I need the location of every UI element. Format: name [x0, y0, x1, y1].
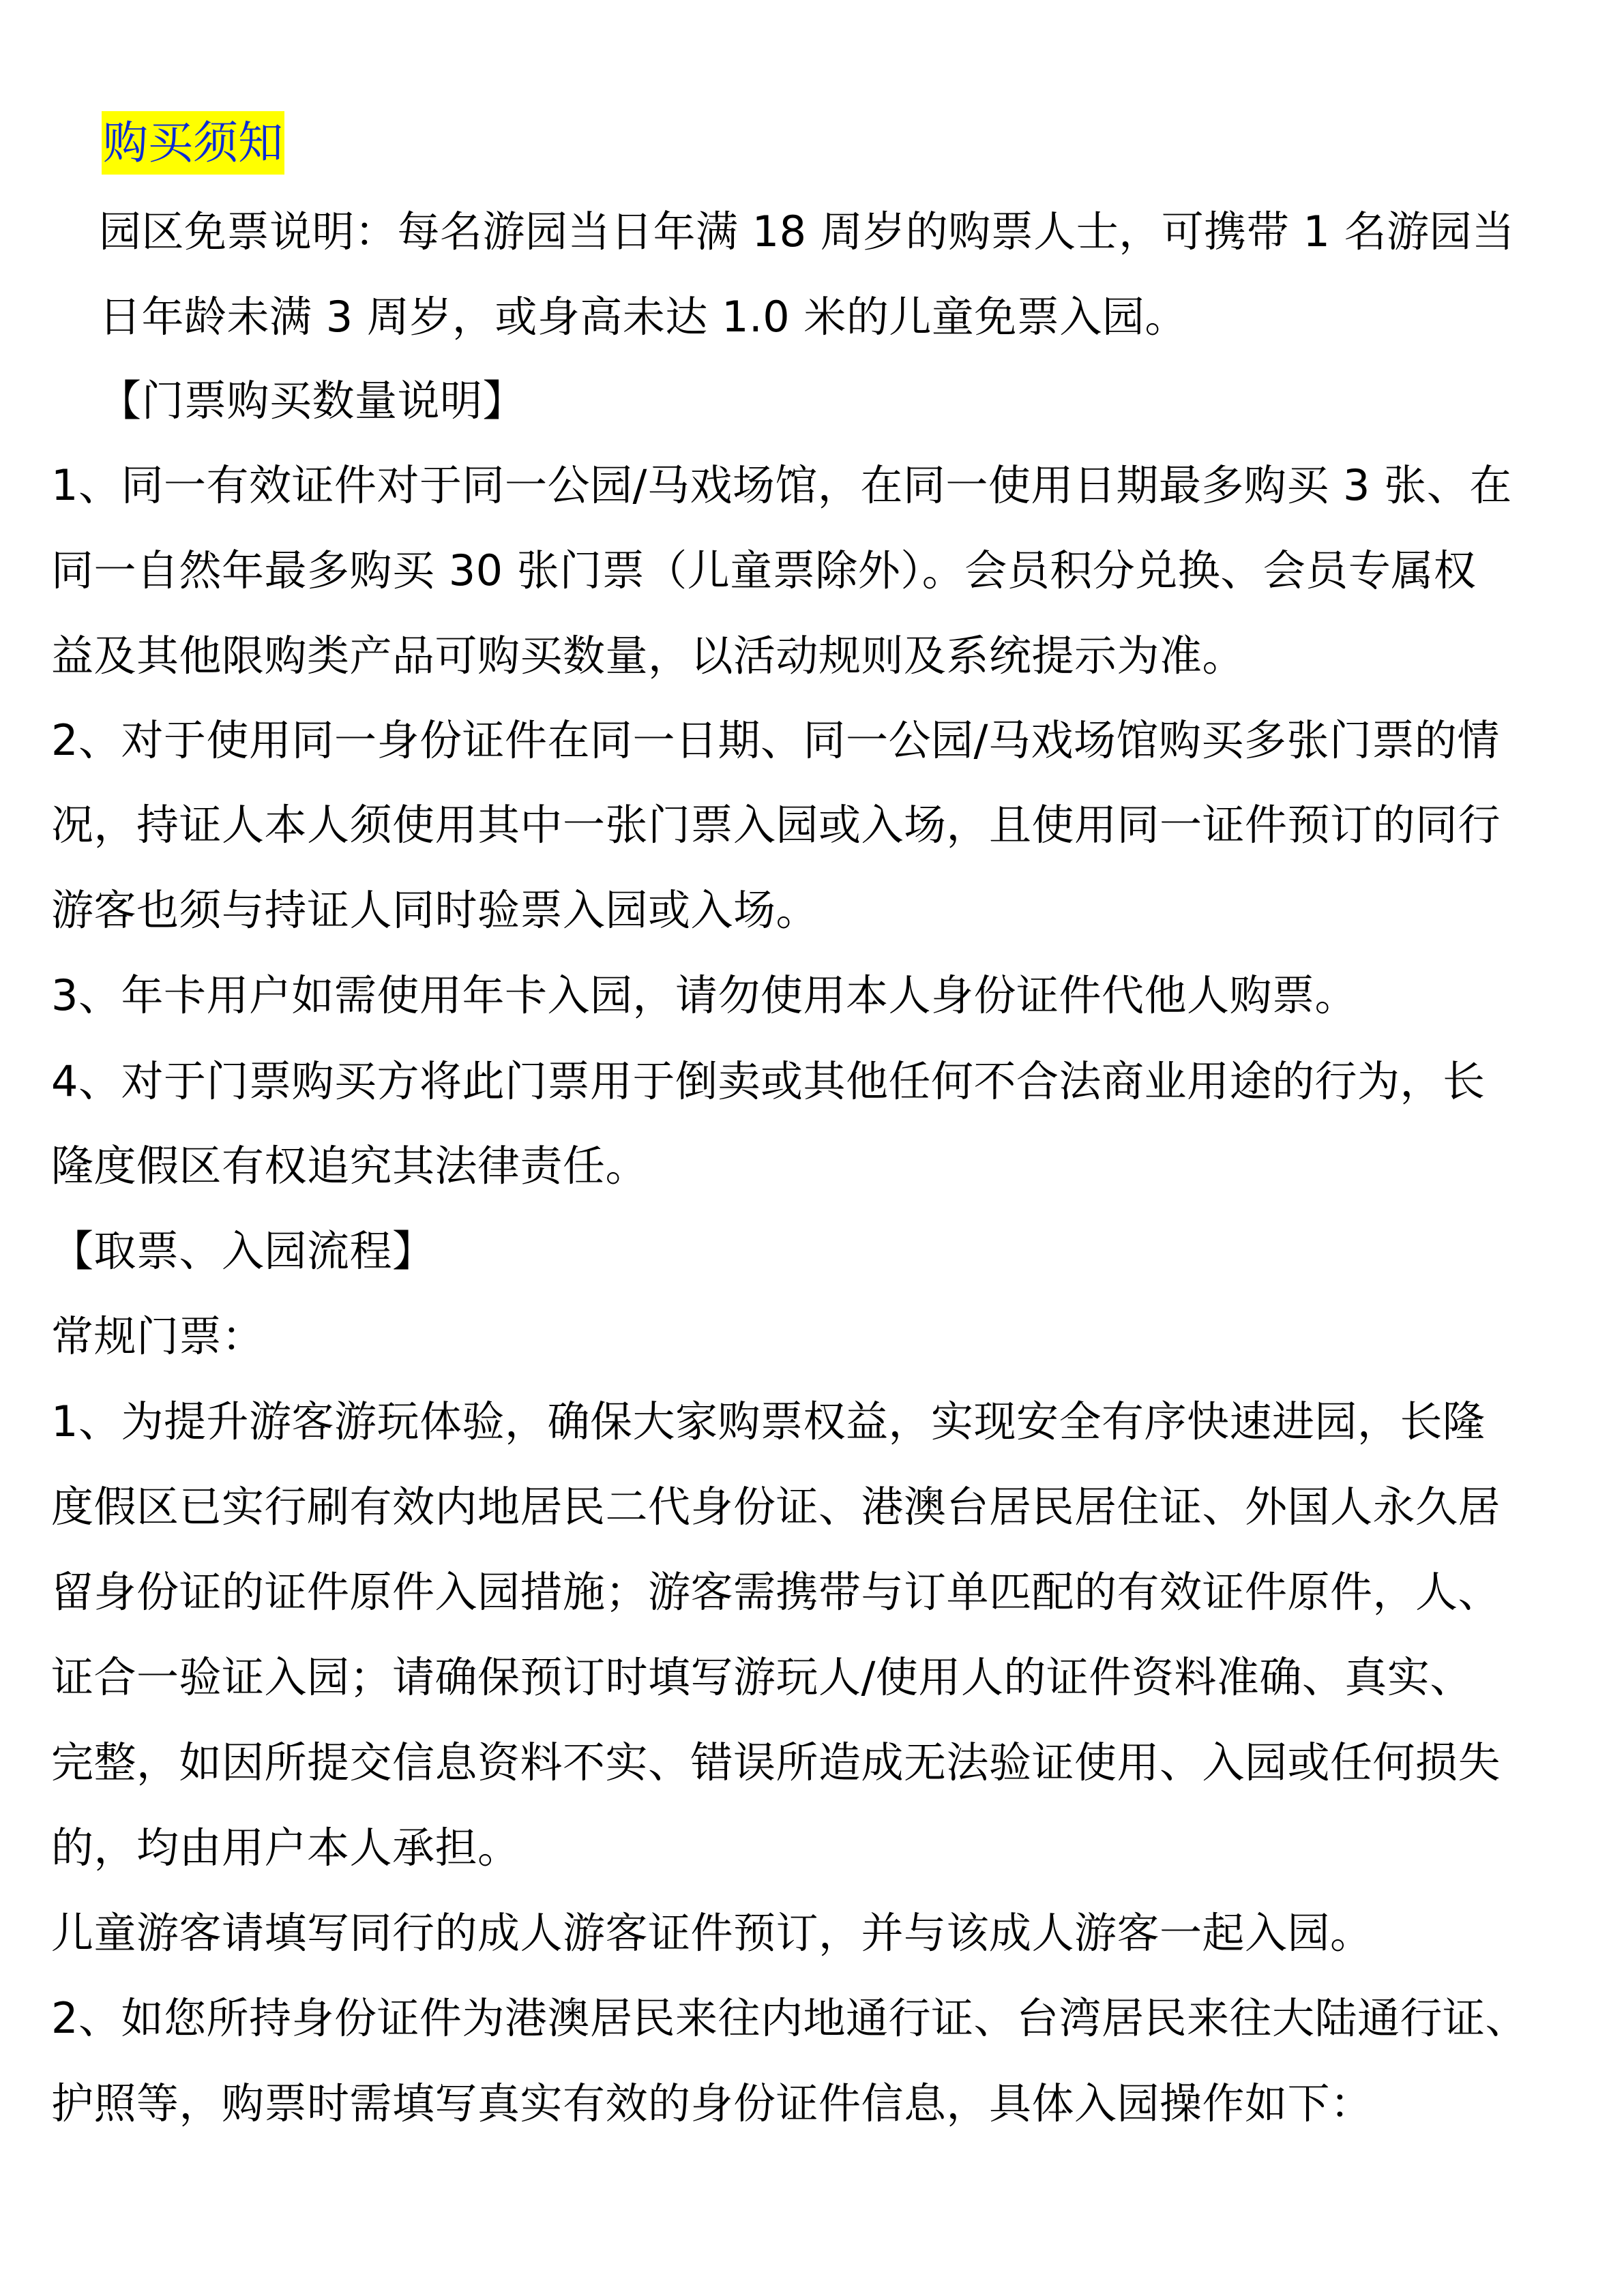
text-line: 2、对于使用同一身份证件在同一日期、同一公园/马戏场馆购买多张门票的情	[51, 715, 1500, 765]
text-line: 1、同一有效证件对于同一公园/马戏场馆，在同一使用日期最多购买 3 张、在	[51, 460, 1512, 510]
subheading-line: 【门票购买数量说明】	[99, 376, 526, 426]
text-line: 益及其他限购类产品可购买数量，以活动规则及系统提示为准。	[51, 631, 1245, 681]
text-line: 1、为提升游客游玩体验，确保大家购票权益，实现安全有序快速进园，长隆	[51, 1397, 1486, 1446]
text-line: 度假区已实行刷有效内地居民二代身份证、港澳台居民居住证、外国人永久居	[51, 1482, 1501, 1532]
text-line: 隆度假区有权追究其法律责任。	[51, 1141, 649, 1191]
text-line: 游客也须与持证人同时验票入园或入场。	[51, 885, 819, 935]
text-line: 证合一验证入园；请确保预订时填写游玩人/使用人的证件资料准确、真实、	[51, 1652, 1473, 1702]
section-heading	[99, 110, 287, 176]
text-line: 4、对于门票购买方将此门票用于倒卖或其他任何不合法商业用途的行为，长	[51, 1056, 1486, 1106]
text-line: 的，均由用户本人承担。	[51, 1823, 520, 1873]
text-line: 况，持证人本人须使用其中一张门票入园或入场，且使用同一证件预订的同行	[51, 800, 1501, 850]
heading-highlight: 购买须知	[102, 111, 284, 175]
text-line: 儿童游客请填写同行的成人游客证件预订，并与该成人游客一起入园。	[51, 1908, 1373, 1958]
subheading-line: 【取票、入园流程】	[51, 1226, 435, 1276]
text-line: 护照等，购票时需填写真实有效的身份证件信息，具体入园操作如下：	[51, 2078, 1373, 2128]
text-line: 园区免票说明：每名游园当日年满 18 周岁的购票人士，可携带 1 名游园当	[99, 207, 1515, 256]
text-line: 日年龄未满 3 周岁，或身高未达 1.0 米的儿童免票入园。	[99, 292, 1187, 342]
text-line: 常规门票：	[51, 1311, 265, 1361]
text-line: 同一自然年最多购买 30 张门票（儿童票除外）。会员积分兑换、会员专属权	[51, 546, 1477, 595]
text-line: 3、年卡用户如需使用年卡入园，请勿使用本人身份证件代他人购票。	[51, 970, 1357, 1020]
text-line: 2、如您所持身份证件为港澳居民来往内地通行证、台湾居民来往大陆通行证、	[51, 1993, 1528, 2043]
text-line: 留身份证的证件原件入园措施；游客需携带与订单匹配的有效证件原件，人、	[51, 1567, 1501, 1617]
text-line: 完整，如因所提交信息资料不实、错误所造成无法验证使用、入园或任何损失	[51, 1738, 1501, 1787]
